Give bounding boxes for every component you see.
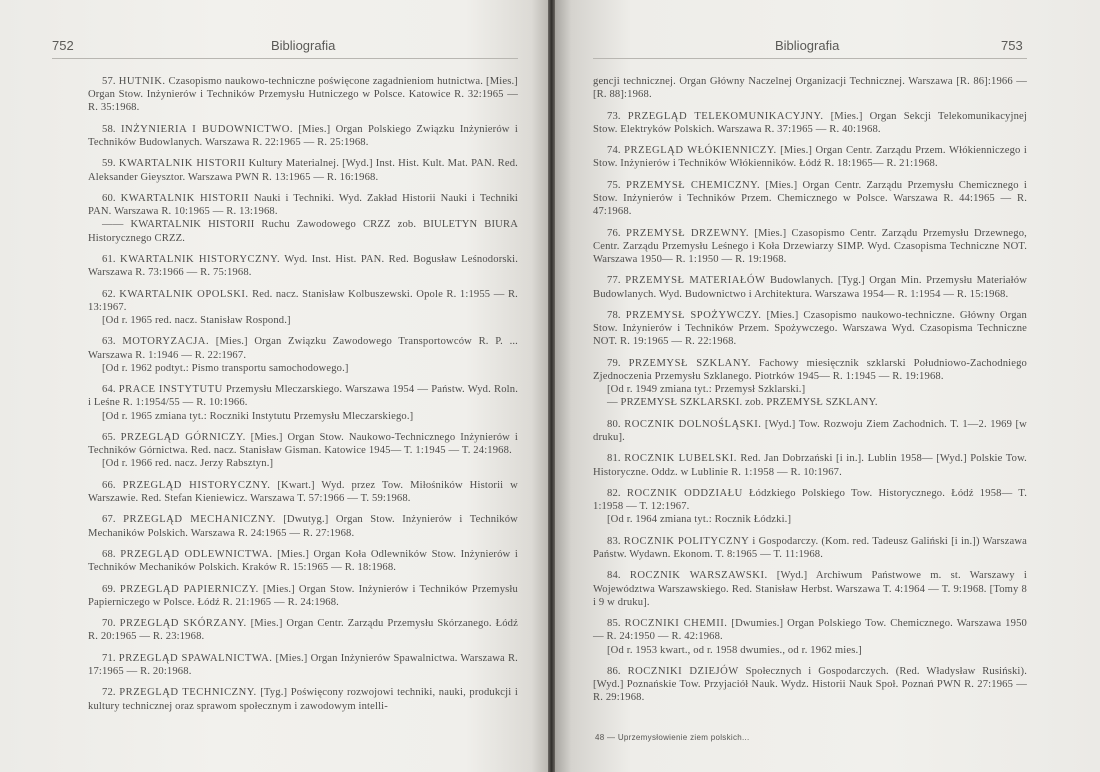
entry-title: KWARTALNIK HISTORII: [118, 158, 246, 170]
bibliography-entry: [593, 179, 1027, 219]
entry-note: [Od r. 1965 red. nacz. Stanisław Rospond.]: [102, 314, 291, 326]
entry-title: ROCZNIK LUBELSKI.: [624, 453, 737, 465]
bibliography-entry: [88, 157, 518, 183]
entry-description: [Mies.] Organ Centr. Zarządu Przemysłu Chemicznego i Stow. Inżynierów i Techników Przem. Chemicznego w Polsce. Warszawa R. 44:1965 — R. 47:1968.: [593, 179, 1027, 218]
entry-description: Red. Jan Dobrzański [i in.]. Lublin 1958— [Wyd.] Polskie Tow. Historyczne. Oddz. w Lublinie R. 1:1958 — R. 10:1967.: [593, 453, 1027, 478]
bibliography-entry: [88, 479, 518, 505]
entry-description: [Mies.] Organ Sekcji Telekomunikacyjnej Stow. Elektryków Polskich. Warszawa R. 37:1965 — R. 40:1968.: [593, 110, 1027, 135]
entry-title: PRZEGLĄD SKÓRZANY.: [119, 618, 247, 630]
entry-number: 81.: [607, 453, 621, 465]
entry-number: 72.: [102, 687, 116, 699]
entry-title: KWARTALNIK OPOLSKI.: [119, 288, 249, 300]
header-rule-left: [52, 58, 518, 59]
entry-number: 83.: [607, 535, 621, 547]
entry-description: Nauki i Techniki. Wyd. Zakład Historii Nauki i Techniki PAN. Warszawa R. 10:1965 — R. 13:1968.: [88, 192, 518, 218]
entry-description: [Mies.] Organ Stow. Naukowo-Technicznego Inżynierów i Techników Górnictwa. Red. nacz. Stanisław Gisman. Katowice 1945— T. 1:1945 — T. 24:1968.: [88, 431, 518, 457]
bibliography-entry: [88, 652, 518, 678]
entry-number: 64.: [102, 384, 116, 396]
bibliography-entry: [88, 192, 518, 245]
entry-description: Łódzkiego Polskiego Tow. Historycznego. Łódź 1958— T. 1:1958 — T. 12:1967.: [593, 487, 1027, 513]
bibliography-entry: [593, 309, 1027, 349]
entry-description: [Mies.] Organ Centr. Zarządu Przem. Włókienniczego i Stow. Inżynierów i Techników Włókienników. Łódź R. 18:1965— R. 21:1968.: [593, 145, 1027, 170]
entry-description: Społecznych i Gospodarczych. (Red. Władysław Rusiński). [Wyd.] Poznańskie Tow. Przyjaciół Nauk. Wydz. Historii Nauk Społ. Poznań PWN R. 27:1965 — R. 29:1968.: [593, 665, 1027, 704]
entry-number: 84.: [607, 570, 621, 582]
header-rule-right: [593, 58, 1027, 59]
entry-title: INŻYNIERIA I BUDOWNICTWO.: [121, 123, 294, 135]
signature-footnote: 48 — Uprzemysłowienie ziem polskich...: [595, 733, 750, 742]
right-page: [555, 0, 1100, 772]
entry-title: PRZEGLĄD PAPIERNICZY.: [119, 583, 259, 595]
entry-title: PRZEGLĄD SPAWALNICTWA.: [118, 652, 273, 664]
entry-number: 66.: [102, 479, 116, 491]
entry-title: ROCZNIK WARSZAWSKI.: [629, 570, 768, 582]
entry-description: [Wyd.] Tow. Rozwoju Ziem Zachodnich. T. 1—2. 1969 [w druku].: [593, 418, 1027, 443]
entry-title: PRZEGLĄD ODLEWNICTWA.: [120, 548, 273, 560]
entry-description: [Tyg.] Poświęcony rozwojowi techniki, nauki, produkcji i kultury technicznej oraz sprawom społecznym i zawodowym intelli-: [88, 687, 518, 712]
bibliography-entry: [88, 513, 518, 539]
entry-title: PRZEMYSŁ MATERIAŁÓW: [625, 275, 766, 287]
entry-note: [Od r. 1962 podtyt.: Pismo transportu samochodowego.]: [102, 362, 349, 374]
entry-number: 60.: [102, 192, 116, 204]
entry-title: HUTNIK.: [118, 76, 166, 87]
entry-title: KWARTALNIK HISTORYCZNY.: [120, 253, 281, 265]
entry-number: 79.: [607, 357, 621, 369]
entry-number: 63.: [102, 336, 116, 348]
entry-title: PRZEGLĄD MECHANICZNY.: [123, 514, 276, 526]
entry-note: — PRZEMYSŁ SZKLARSKI. zob. PRZEMYSŁ SZKLANY.: [607, 397, 878, 409]
page-number-left: 752: [52, 38, 74, 53]
entry-title: PRZEMYSŁ SZKLANY.: [628, 357, 751, 369]
entry-title: PRZEGLĄD TECHNICZNY.: [119, 687, 257, 699]
entry-number: 71.: [102, 652, 116, 664]
entry-number: 74.: [607, 145, 621, 157]
entry-number: 80.: [607, 418, 621, 430]
entry-description: [Mies.] Organ Polskiego Związku Inżynierów i Techników Budowlanych. Warszawa R. 22:1965 — R. 25:1968.: [88, 123, 518, 148]
bibliography-entry: [593, 487, 1027, 527]
entry-note: [Od r. 1953 kwart., od r. 1958 dwumies., od r. 1962 mies.]: [607, 644, 862, 656]
running-title-right: Bibliografia: [775, 38, 840, 53]
entry-number: 77.: [607, 275, 621, 287]
entry-description: Przemysłu Mleczarskiego. Warszawa 1954 — Państw. Wyd. Roln. i Leśne R. 1:1954/55 — R. 10:1966.: [88, 384, 518, 409]
bibliography-entry: [88, 253, 518, 279]
entry-number: 85.: [607, 618, 621, 630]
bibliography-entry: [88, 583, 518, 609]
left-page: [0, 0, 548, 772]
bibliography-entry: [88, 75, 518, 115]
entry-title: PRZEGLĄD HISTORYCZNY.: [122, 479, 271, 491]
bibliography-entry: [593, 665, 1027, 705]
entry-title: PRZEMYSŁ SPOŻYWCZY.: [625, 309, 762, 321]
entry-number: 82.: [607, 487, 621, 499]
entry-description: [Dwutyg.] Organ Stow. Inżynierów i Techników Mechaników Polskich. Warszawa R. 24:1965 — R. 27:1968.: [88, 514, 518, 539]
bibliography-entry: [593, 110, 1027, 136]
bibliography-entry: [88, 431, 518, 471]
bibliography-entry: [88, 123, 518, 149]
bibliography-entry: [88, 383, 518, 423]
entry-title: PRZEGLĄD GÓRNICZY.: [120, 431, 246, 443]
bibliography-entry: [88, 288, 518, 328]
bibliography-entry: [593, 357, 1027, 410]
entry-title: PRZEMYSŁ CHEMICZNY.: [625, 179, 761, 191]
entry-note: [Od r. 1966 red. nacz. Jerzy Rabsztyn.]: [102, 458, 274, 470]
entry-title: PRZEGLĄD WŁÓKIENNICZY.: [624, 145, 777, 157]
bibliography-entry: [593, 535, 1027, 561]
entry-description: [Mies.] Organ Centr. Zarządu Przemysłu Skórzanego. Łódź R. 20:1965 — R. 23:1968.: [88, 618, 518, 643]
entry-title: KWARTALNIK HISTORII: [120, 192, 250, 204]
book-gutter: [548, 0, 555, 772]
entry-description: [Dwumies.] Organ Polskiego Tow. Chemicznego. Warszawa 1950— R. 24:1950 — R. 42:1968.: [593, 618, 1027, 643]
entry-description: [Kwart.] Wyd. przez Tow. Miłośników Historii w Warszawie. Red. Stefan Kieniewicz. Warszawa T. 57:1966 — T. 59:1968.: [88, 479, 518, 504]
entry-title: ROCZNIK ODDZIAŁU: [626, 487, 743, 499]
entry-description: [Mies.] Organ Stow. Inżynierów i Techników Przemysłu Papierniczego w Polsce. Łódź R. 21:1965 — R. 24:1968.: [88, 583, 518, 608]
entry-description: [Mies.] Organ Koła Odlewników Stow. Inżynierów i Techników Mechaników Polskich. Kraków R. 15:1965 — R. 18:1968.: [88, 548, 518, 574]
entry-description: [Wyd.] Archiwum Państwowe m. st. Warszawy i Województwa Warszawskiego. Red. Stanisław Herbst. Warszawa T. 4:1964 — T. 9:1968. [Tomy 8 i 9 w druku].: [593, 570, 1027, 608]
entry-title: PRACE INSTYTUTU: [118, 384, 223, 396]
entry-number: 70.: [102, 618, 116, 630]
entry-description: [Mies.] Czasopismo Centr. Zarządu Przemysłu Drzewnego, Centr. Zarządu Przemysłu Leśnego i Koła Drzewiarzy SIMP. Wyd. Czasopisma Techniczne NOT. Warszawa 1950— R. 1:1950 — R. 19:1968.: [593, 227, 1027, 265]
bibliography-entry: [88, 548, 518, 574]
entry-title: MOTORYZACJA.: [122, 336, 210, 348]
bibliography-entry: [593, 418, 1027, 444]
entry-description: Czasopismo naukowo-techniczne poświęcone zagadnieniom hutnictwa. [Mies.] Organ Stow. Inżynierów i Techników Przemysłu Hutniczego w Polsce. Katowice R. 32:1965 — R. 35:1968.: [88, 76, 518, 114]
bibliography-entry: [593, 144, 1027, 170]
entry-title: ROCZNIK DOLNOŚLĄSKI.: [624, 418, 762, 430]
entry-number: 76.: [607, 227, 621, 239]
bibliography-entry: [593, 569, 1027, 609]
bibliography-entry: [88, 335, 518, 375]
entry-description: Red. nacz. Stanisław Kolbuszewski. Opole R. 1:1955 — R. 13:1967.: [88, 288, 518, 313]
bibliography-entry: [593, 617, 1027, 657]
entry-number: 68.: [102, 548, 116, 560]
bibliography-column-right: [593, 75, 1027, 713]
entry-title: ROCZNIK POLITYCZNY: [623, 535, 750, 547]
entry-number: 62.: [102, 288, 116, 300]
entry-number: 78.: [607, 309, 621, 321]
bibliography-entry: [593, 452, 1027, 478]
entry-number: 58.: [102, 123, 116, 135]
bibliography-entry: [88, 617, 518, 643]
entry-number: 57.: [102, 76, 116, 87]
entry-number: 59.: [102, 158, 116, 170]
entry-description: [Mies.] Czasopismo naukowo-techniczne. Główny Organ Stow. Inżynierów i Techników Przem. Spożywczego. Warszawa Wyd. Czasopisma Techniczne NOT. R. 19:1965 — R. 22:1968.: [593, 309, 1027, 348]
bibliography-column-left: [88, 75, 518, 721]
entry-number: 73.: [607, 110, 621, 122]
running-title-left: Bibliografia: [271, 38, 336, 53]
entry-note: [Od r. 1965 zmiana tyt.: Roczniki Instytutu Przemysłu Mleczarskiego.]: [102, 410, 414, 422]
entry-description: Budowlanych. [Tyg.] Organ Min. Przemysłu Materiałów Budowlanych. Wyd. Budownictwo i Architektura. Warszawa 1954— R. 1:1954 — R. 15:1968.: [593, 275, 1027, 300]
bibliography-entry: [593, 227, 1027, 267]
entry-note: —— KWARTALNIK HISTORII Ruchu Zawodowego CRZZ zob. BIULETYN BIURA Historycznego CRZZ.: [88, 219, 518, 244]
entry-number: 65.: [102, 431, 116, 443]
entry-title: ROCZNIKI CHEMII.: [624, 618, 728, 630]
continued-entry-text: gencji technicznej. Organ Główny Naczelnej Organizacji Technicznej. Warszawa [R. 86]:1966 — [R. 88]:1968.: [593, 76, 1027, 101]
entry-title: PRZEGLĄD TELEKOMUNIKACYJNY.: [627, 110, 824, 122]
entry-note: [Od r. 1949 zmiana tyt.: Przemysł Szklarski.]: [607, 384, 806, 396]
entry-description: [Mies.] Organ Związku Zawodowego Transportowców R. P. ... Warszawa R. 1:1946 — R. 22:1967.: [88, 336, 518, 361]
entry-number: 67.: [102, 514, 116, 526]
entry-number: 61.: [102, 253, 116, 265]
entry-number: 86.: [607, 665, 621, 677]
page-number-right: 753: [1001, 38, 1023, 53]
entry-number: 75.: [607, 179, 621, 191]
entry-number: 69.: [102, 583, 116, 595]
entry-description: Fachowy miesięcznik szklarski Południowo-Zachodniego Zjednoczenia Przemysłu Szklanego. Piotrków 1945— R. 1:1945 — R. 19:1968.: [593, 357, 1027, 382]
bibliography-entry: [88, 686, 518, 712]
bibliography-entry: [593, 274, 1027, 300]
entry-description: i Gospodarczy. (Kom. red. Tadeusz Galiński [i in.]) Warszawa Państw. Wydawn. Ekonom. T. 8:1965 — T. 11:1968.: [593, 535, 1027, 560]
entry-title: ROCZNIKI DZIEJÓW: [627, 665, 739, 677]
entry-title: PRZEMYSŁ DRZEWNY.: [625, 227, 750, 239]
entry-description: Wyd. Inst. Hist. PAN. Red. Bogusław Leśnodorski. Warszawa R. 73:1966 — R. 75:1968.: [88, 253, 518, 279]
entry-description: Kultury Materialnej. [Wyd.] Inst. Hist. Kult. Mat. PAN. Red. Aleksander Gieysztor. Warszawa PWN R. 13:1965 — R. 16:1968.: [88, 158, 518, 183]
entry-description: [Mies.] Organ Inżynierów Spawalnictwa. Warszawa R. 17:1965 — R. 20:1968.: [88, 652, 518, 677]
entry-note: [Od r. 1964 zmiana tyt.: Rocznik Łódzki.]: [607, 514, 792, 526]
